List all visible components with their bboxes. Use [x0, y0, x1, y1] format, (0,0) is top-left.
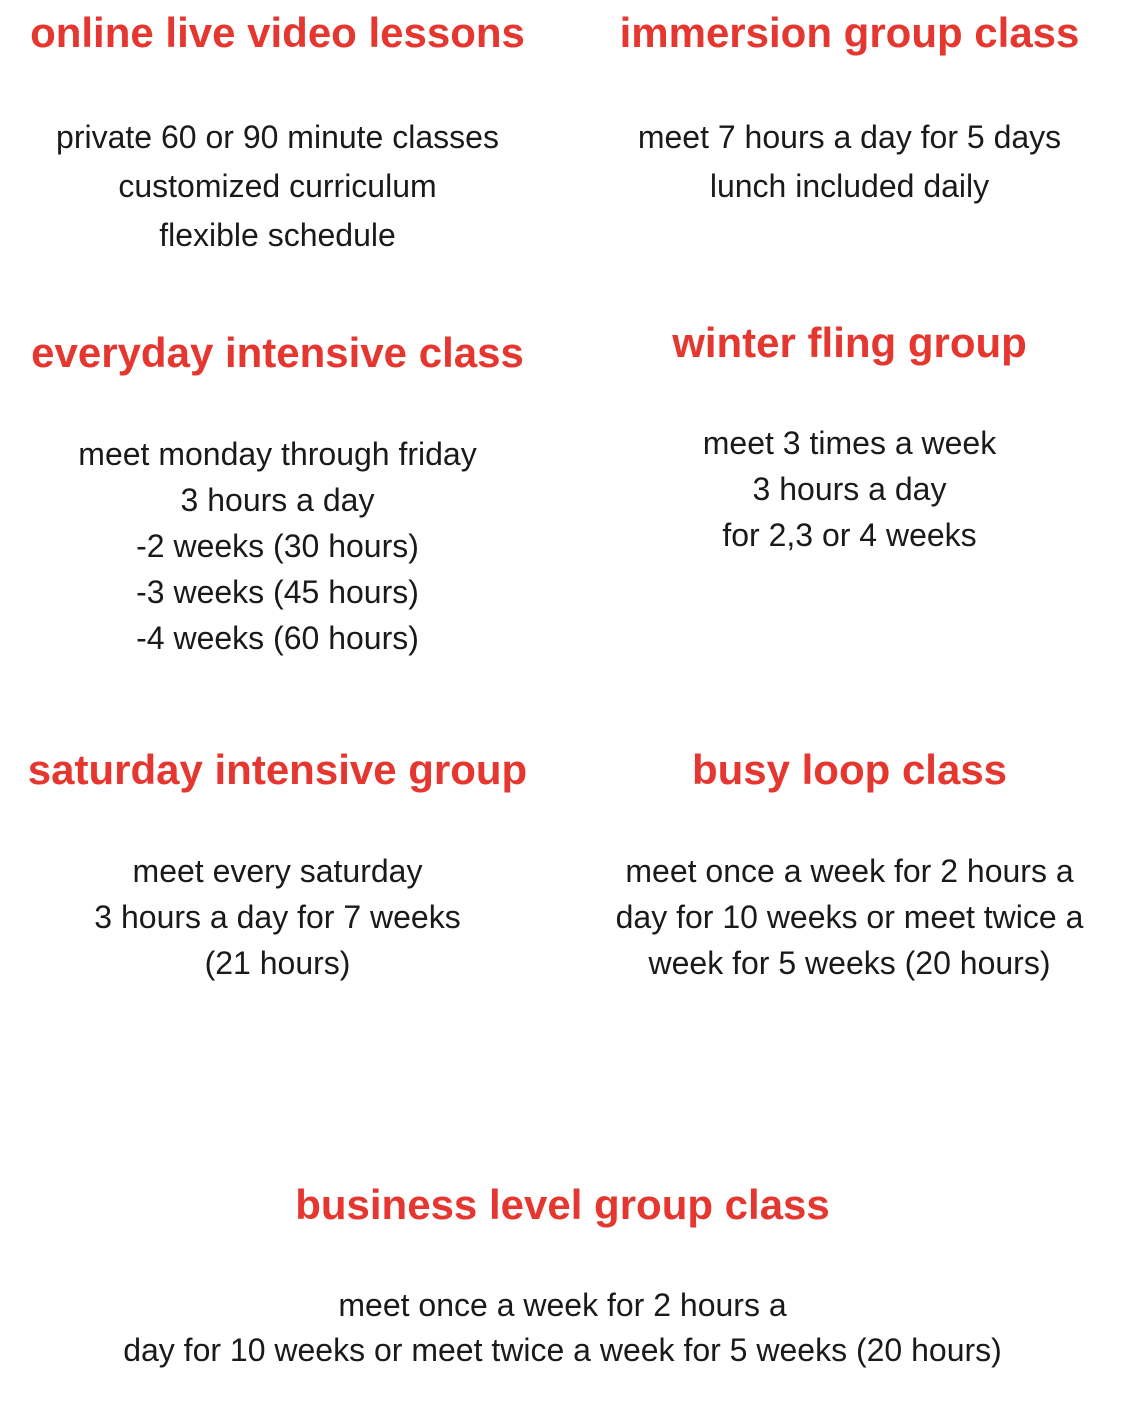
section-description	[572, 113, 1125, 211]
description-line: day for 10 weeks or meet twice a week for 5 weeks (20 hours)	[123, 1332, 1002, 1368]
section-description	[0, 431, 555, 661]
section-description	[0, 848, 555, 986]
section-title: business level group class	[295, 1181, 830, 1228]
section-immersion-group-class	[572, 8, 1125, 211]
section-description	[0, 113, 555, 260]
description-line: meet every saturday	[132, 853, 423, 889]
description-line: -3 weeks (45 hours)	[136, 574, 419, 610]
description-line: meet 7 hours a day for 5 days	[637, 119, 1062, 155]
section-description	[0, 1283, 1125, 1373]
section-title: saturday intensive group	[27, 746, 528, 793]
description-line: meet once a week for 2 hours a	[625, 853, 1074, 889]
description-line: -2 weeks (30 hours)	[136, 528, 419, 564]
description-line: meet 3 times a week	[702, 425, 997, 461]
section-description	[572, 420, 1125, 558]
section-title: busy loop class	[691, 746, 1008, 793]
section-title: winter fling group	[672, 319, 1027, 366]
section-online-live-video-lessons	[0, 8, 555, 260]
section-title: online live video lessons	[30, 9, 525, 56]
description-line: meet once a week for 2 hours a	[338, 1287, 787, 1323]
description-line: private 60 or 90 minute classes	[56, 119, 499, 155]
description-line: (21 hours)	[204, 945, 351, 981]
section-title: immersion group class	[619, 9, 1080, 56]
section-business-level-group-class	[0, 1180, 1125, 1373]
description-line: day for 10 weeks or meet twice a	[615, 899, 1084, 935]
description-line: 3 hours a day	[752, 471, 947, 507]
section-busy-loop-class	[572, 745, 1125, 986]
description-line: customized curriculum	[118, 168, 437, 204]
section-everyday-intensive-class	[0, 328, 555, 661]
description-line: week for 5 weeks (20 hours)	[648, 945, 1051, 981]
section-description	[572, 848, 1125, 986]
section-saturday-intensive-group	[0, 745, 555, 986]
description-line: flexible schedule	[159, 217, 396, 253]
description-line: 3 hours a day	[180, 482, 375, 518]
description-line: meet monday through friday	[78, 436, 477, 472]
description-line: for 2,3 or 4 weeks	[722, 517, 977, 553]
description-line: lunch included daily	[709, 168, 990, 204]
section-title: everyday intensive class	[31, 329, 524, 376]
description-line: 3 hours a day for 7 weeks	[94, 899, 461, 935]
description-line: -4 weeks (60 hours)	[136, 620, 419, 656]
section-winter-fling-group	[572, 318, 1125, 558]
